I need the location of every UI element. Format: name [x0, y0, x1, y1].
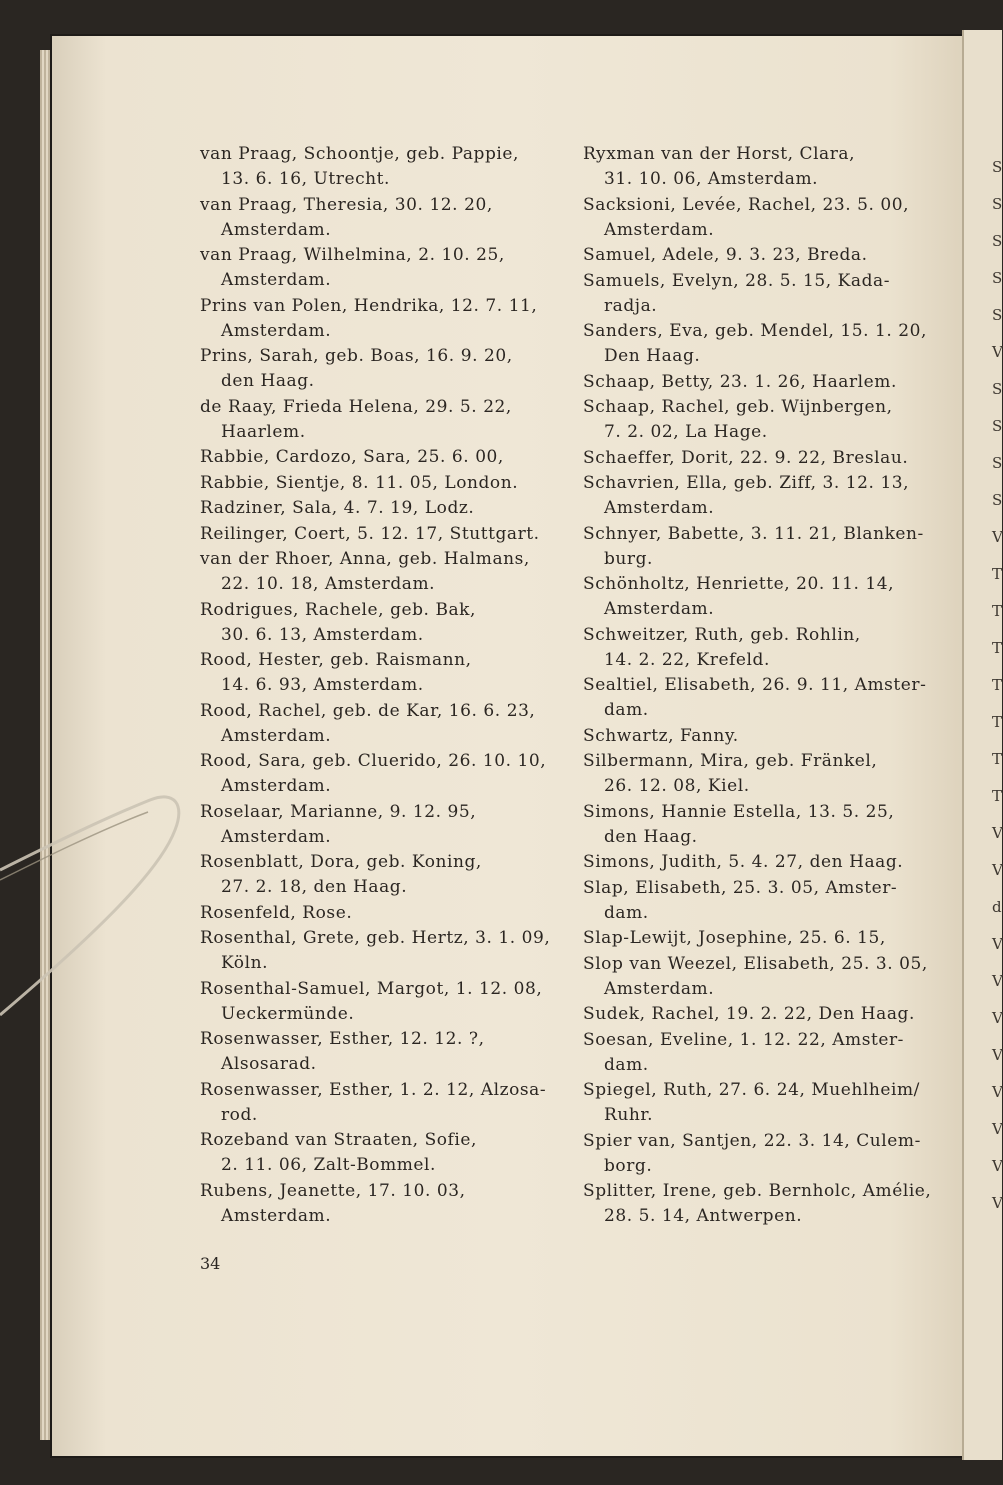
register-entry [200, 522, 566, 547]
register-entry [200, 395, 566, 445]
register-entry [200, 547, 566, 597]
entry-continuation-line: Alsosarad. [221, 1054, 317, 1074]
facing-page-glyph: S [992, 232, 1003, 250]
entry-name-line: Samuel, Adele, 9. 3. 23, Breda. [583, 245, 868, 265]
entry-continuation-line: dam. [604, 1054, 649, 1075]
entry-continuation-line: Amsterdam. [221, 776, 332, 796]
facing-page-glyph: T [992, 602, 1003, 620]
register-entry [200, 243, 566, 293]
entry-name-line: Rosenthal, Grete, geb. Hertz, 3. 1. 09, [200, 928, 551, 948]
register-entry [583, 243, 955, 268]
entry-name-line: Slap, Elisabeth, 25. 3. 05, Amster- [583, 877, 898, 898]
entry-continuation-line: Ueckermünde. [221, 1003, 355, 1024]
page-number: 34 [200, 1254, 221, 1273]
entry-continuation-line: Haarlem. [221, 421, 306, 442]
entry-name-line: Reilinger, Coert, 5. 12. 17, Stuttgart. [200, 523, 540, 544]
entry-continuation-line: 26. 12. 08, Kiel. [604, 776, 750, 796]
facing-page-glyph: T [992, 787, 1003, 805]
entry-name-line: Rosenblatt, Dora, geb. Koning, [200, 852, 482, 872]
facing-page-glyph: T [992, 676, 1003, 694]
entry-name-line: Rabbie, Cardozo, Sara, 25. 6. 00, [200, 447, 504, 467]
entry-name-line: van Praag, Schoontje, geb. Pappie, [200, 144, 519, 164]
facing-page-glyph: S [992, 380, 1003, 398]
entry-name-line: Rosenwasser, Esther, 1. 2. 12, Alzosa- [200, 1079, 547, 1100]
register-entry [583, 572, 955, 622]
entry-continuation-line: Köln. [221, 953, 269, 973]
entry-name-line: Schaap, Rachel, geb. Wijnbergen, [583, 397, 893, 417]
entry-continuation-line: radja. [604, 295, 658, 316]
facing-page-edge [962, 30, 1002, 1460]
register-entry [200, 800, 566, 850]
register-entry [200, 749, 566, 799]
facing-page-glyph: S [992, 454, 1003, 472]
entry-continuation-line: Amsterdam. [221, 1205, 332, 1226]
entry-continuation-line: 13. 6. 16, Utrecht. [221, 169, 391, 189]
register-entry [583, 471, 955, 521]
register-entry [200, 648, 566, 698]
register-entry [583, 876, 955, 926]
register-entry [583, 850, 955, 875]
entry-name-line: Rood, Rachel, geb. de Kar, 16. 6. 23, [200, 700, 536, 721]
facing-page-glyph: V [992, 1083, 1003, 1101]
entry-name-line: Roselaar, Marianne, 9. 12. 95, [200, 801, 477, 822]
facing-page-glyph: V [992, 824, 1003, 842]
facing-page-glyph: T [992, 713, 1003, 731]
entry-name-line: Sacksioni, Levée, Rachel, 23. 5. 00, [583, 194, 910, 215]
entry-name-line: Rabbie, Sientje, 8. 11. 05, London. [200, 472, 519, 493]
register-entry [583, 952, 955, 1002]
facing-page-glyph: T [992, 565, 1003, 583]
entry-continuation-line: Amsterdam. [221, 219, 332, 240]
entry-continuation-line: 22. 10. 18, Amsterdam. [221, 574, 436, 594]
facing-page-glyph: V [992, 1194, 1003, 1212]
facing-page-glyph: V [992, 528, 1003, 546]
register-entry [200, 1128, 566, 1178]
entry-name-line: Schweitzer, Ruth, geb. Rohlin, [583, 624, 861, 645]
register-entry [583, 1078, 955, 1128]
register-entry [583, 800, 955, 850]
entry-continuation-line: Amsterdam. [221, 826, 332, 847]
entry-name-line: Schaap, Betty, 23. 1. 26, Haarlem. [583, 371, 897, 392]
entry-name-line: Sanders, Eva, geb. Mendel, 15. 1. 20, [583, 321, 927, 341]
entry-name-line: Rozeband van Straaten, Sofie, [200, 1130, 477, 1150]
register-entry [583, 446, 955, 471]
register-entry [200, 344, 566, 394]
facing-page-glyph: S [992, 158, 1003, 176]
facing-page-glyph: S [992, 269, 1003, 287]
entry-name-line: Prins, Sarah, geb. Boas, 16. 9. 20, [200, 346, 513, 366]
register-entry [583, 522, 955, 572]
entry-continuation-line: 14. 6. 93, Amsterdam. [221, 675, 424, 695]
entry-name-line: Schaeffer, Dorit, 22. 9. 22, Breslau. [583, 447, 909, 468]
register-entry [200, 193, 566, 243]
facing-page-glyph: S [992, 195, 1003, 213]
register-entry [583, 142, 955, 192]
entry-name-line: Sudek, Rachel, 19. 2. 22, Den Haag. [583, 1004, 915, 1024]
register-entry [583, 1002, 955, 1027]
entry-name-line: Simons, Judith, 5. 4. 27, den Haag. [583, 852, 904, 872]
facing-page-glyph: V [992, 861, 1003, 879]
entry-continuation-line: borg. [604, 1155, 653, 1176]
facing-page-glyph: V [992, 1120, 1003, 1138]
facing-page-glyph: V [992, 972, 1003, 990]
entry-continuation-line: Amsterdam. [604, 219, 715, 240]
entry-name-line: Ryxman van der Horst, Clara, [583, 144, 856, 164]
register-entry [200, 977, 566, 1027]
entry-continuation-line: 2. 11. 06, Zalt-Bommel. [221, 1155, 436, 1175]
register-entry [200, 901, 566, 926]
entry-continuation-line: dam. [604, 902, 649, 923]
entry-continuation-line: rod. [221, 1104, 258, 1125]
register-entry [583, 319, 955, 369]
facing-page-glyph: V [992, 1009, 1003, 1027]
entry-name-line: Samuels, Evelyn, 28. 5. 15, Kada- [583, 270, 891, 291]
entry-name-line: van Praag, Wilhelmina, 2. 10. 25, [200, 245, 505, 265]
register-entry [583, 926, 955, 951]
register-entry [583, 395, 955, 445]
entry-name-line: Soesan, Eveline, 1. 12. 22, Amster- [583, 1029, 904, 1050]
facing-page-glyph: S [992, 491, 1003, 509]
register-entry [200, 445, 566, 470]
facing-page-glyph: V [992, 935, 1003, 953]
register-entry [583, 724, 955, 749]
facing-page-glyph: V [992, 1157, 1003, 1175]
entry-continuation-line: Amsterdam. [221, 320, 332, 341]
register-entry [200, 471, 566, 496]
register-entry [200, 1078, 566, 1128]
entry-continuation-line: 28. 5. 14, Antwerpen. [604, 1206, 803, 1226]
entry-name-line: Schönholtz, Henriette, 20. 11. 14, [583, 574, 895, 594]
entry-name-line: Slap-Lewijt, Josephine, 25. 6. 15, [583, 928, 886, 948]
entry-continuation-line: Amsterdam. [604, 599, 715, 619]
entry-name-line: Simons, Hannie Estella, 13. 5. 25, [583, 801, 895, 822]
register-entry [200, 699, 566, 749]
register-entry [583, 673, 955, 723]
entry-continuation-line: den Haag. [221, 371, 315, 391]
entry-name-line: Rodrigues, Rachele, geb. Bak, [200, 599, 476, 620]
entry-name-line: de Raay, Frieda Helena, 29. 5. 22, [200, 396, 512, 417]
right-column [583, 142, 955, 1230]
entry-name-line: Rosenthal-Samuel, Margot, 1. 12. 08, [200, 978, 543, 999]
entry-continuation-line: dam. [604, 700, 649, 720]
entry-name-line: van der Rhoer, Anna, geb. Halmans, [200, 549, 530, 569]
register-entry [200, 142, 566, 192]
entry-continuation-line: 31. 10. 06, Amsterdam. [604, 169, 819, 189]
entry-name-line: Prins van Polen, Hendrika, 12. 7. 11, [200, 295, 538, 316]
entry-name-line: Schnyer, Babette, 3. 11. 21, Blanken- [583, 523, 924, 544]
facing-page-glyph: V [992, 1046, 1003, 1064]
entry-name-line: Schavrien, Ella, geb. Ziff, 3. 12. 13, [583, 473, 910, 493]
register-entry [583, 193, 955, 243]
register-entry [200, 496, 566, 521]
entry-name-line: Sealtiel, Elisabeth, 26. 9. 11, Amster- [583, 675, 927, 695]
facing-page-glyph: S [992, 306, 1003, 324]
facing-page-glyph: T [992, 750, 1003, 768]
entry-continuation-line: 14. 2. 22, Krefeld. [604, 649, 770, 670]
entry-name-line: Rosenwasser, Esther, 12. 12. ?, [200, 1029, 485, 1049]
entry-continuation-line: Amsterdam. [221, 270, 332, 290]
left-column [200, 142, 566, 1229]
facing-page-glyph: T [992, 639, 1003, 657]
entry-name-line: Splitter, Irene, geb. Bernholc, Amélie, [583, 1181, 932, 1201]
register-entry [583, 1028, 955, 1078]
entry-continuation-line: Amsterdam. [221, 725, 332, 746]
entry-continuation-line: 7. 2. 02, La Hage. [604, 422, 768, 442]
facing-page-glyph: S [992, 417, 1003, 435]
entry-continuation-line: 30. 6. 13, Amsterdam. [221, 624, 424, 645]
register-entry [583, 1129, 955, 1179]
entry-continuation-line: Amsterdam. [604, 498, 715, 518]
entry-name-line: Spier van, Santjen, 22. 3. 14, Culem- [583, 1130, 921, 1151]
entry-continuation-line: burg. [604, 548, 653, 569]
entry-name-line: Spiegel, Ruth, 27. 6. 24, Muehlheim/ [583, 1080, 920, 1100]
register-entry [583, 1179, 955, 1229]
entry-name-line: Silbermann, Mira, geb. Fränkel, [583, 751, 878, 771]
entry-name-line: Rosenfeld, Rose. [200, 902, 353, 923]
register-entry [200, 1027, 566, 1077]
register-entry [200, 926, 566, 976]
register-entry [200, 850, 566, 900]
facing-page-glyph: V [992, 343, 1003, 361]
entry-name-line: Rood, Sara, geb. Cluerido, 26. 10. 10, [200, 751, 547, 771]
facing-page-glyph: d [992, 898, 1002, 916]
register-entry [583, 623, 955, 673]
register-entry [583, 749, 955, 799]
register-entry [583, 370, 955, 395]
register-entry [200, 294, 566, 344]
entry-continuation-line: Amsterdam. [604, 978, 715, 999]
entry-name-line: Slop van Weezel, Elisabeth, 25. 3. 05, [583, 953, 928, 974]
register-entry [200, 598, 566, 648]
entry-continuation-line: Den Haag. [604, 346, 701, 366]
register-entry [583, 269, 955, 319]
entry-name-line: Rood, Hester, geb. Raismann, [200, 650, 472, 670]
entry-name-line: Schwartz, Fanny. [583, 725, 739, 746]
entry-continuation-line: 27. 2. 18, den Haag. [221, 877, 408, 897]
entry-name-line: van Praag, Theresia, 30. 12. 20, [200, 194, 493, 215]
entry-continuation-line: den Haag. [604, 826, 698, 847]
entry-name-line: Rubens, Jeanette, 17. 10. 03, [200, 1180, 466, 1201]
entry-name-line: Radziner, Sala, 4. 7. 19, Lodz. [200, 498, 475, 518]
register-entry [200, 1179, 566, 1229]
entry-continuation-line: Ruhr. [604, 1105, 654, 1125]
